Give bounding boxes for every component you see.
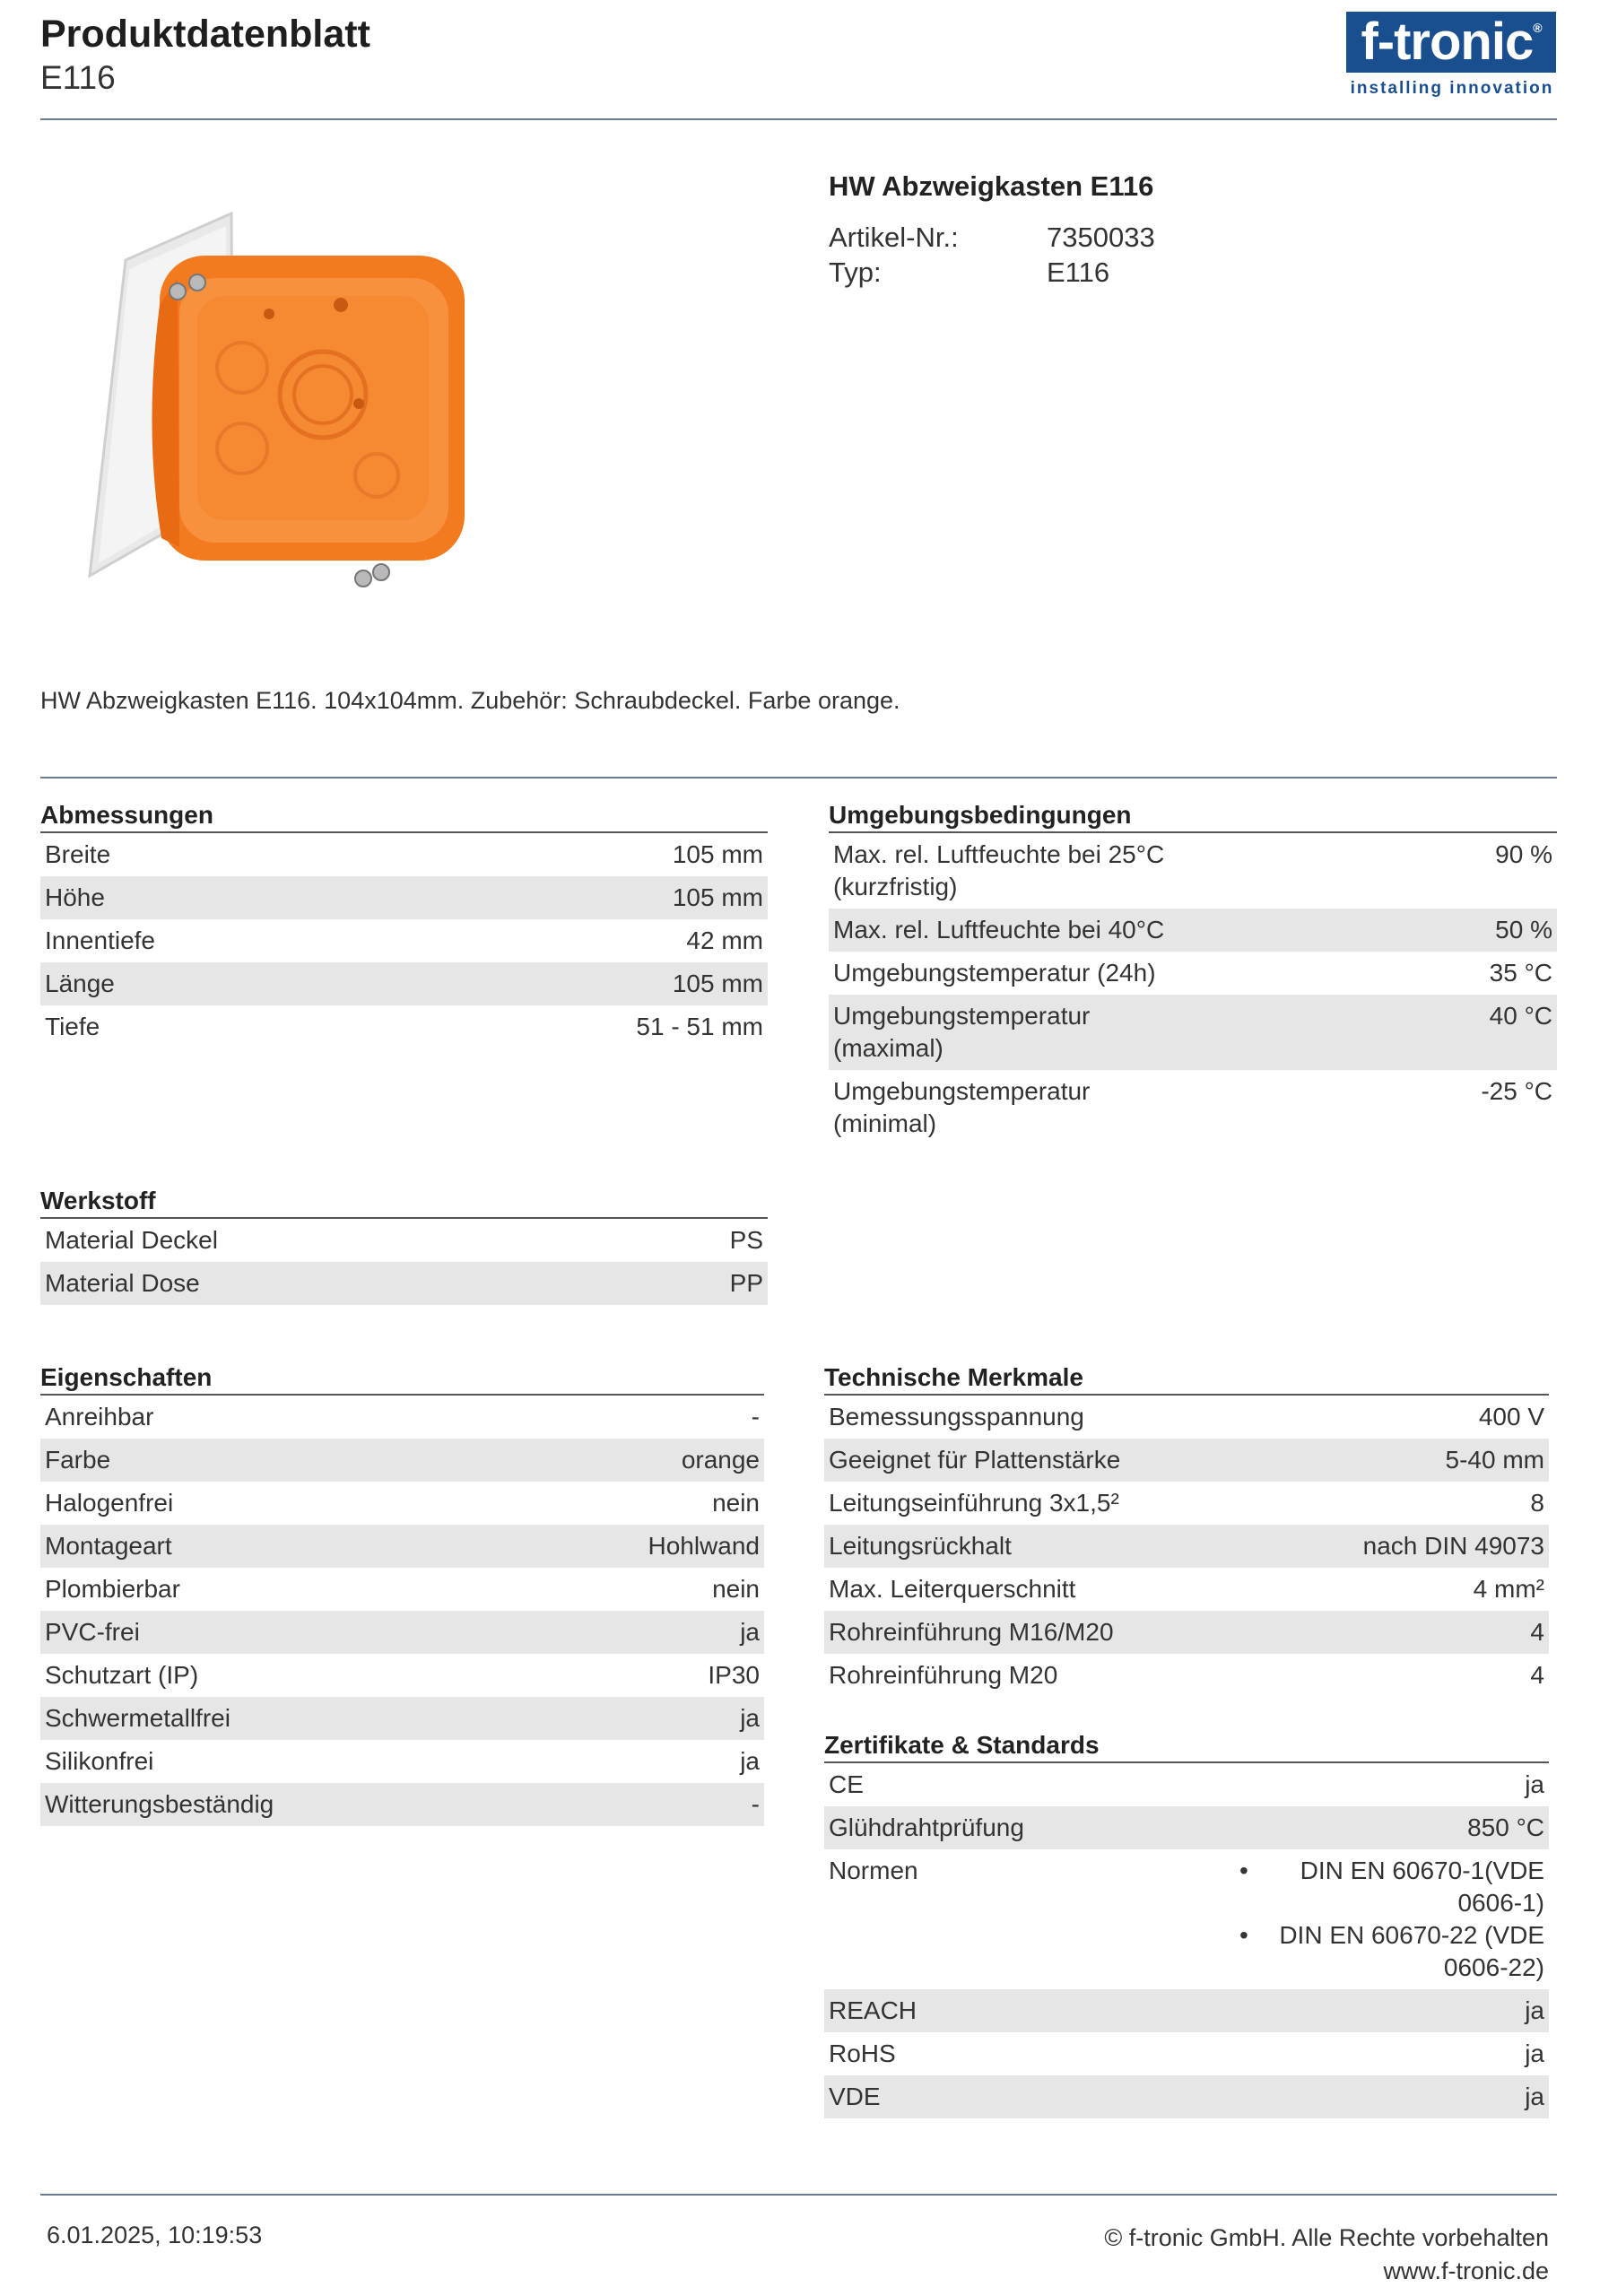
row-label: Montageart	[45, 1532, 172, 1560]
row-label: Schutzart (IP)	[45, 1661, 199, 1689]
row-value: -	[751, 1403, 760, 1431]
row-label: Witterungsbeständig	[45, 1790, 274, 1818]
footer-divider	[40, 2194, 1557, 2196]
normen-list	[1248, 1855, 1544, 1984]
row-label: Tiefe	[45, 1013, 100, 1040]
table-row	[40, 1783, 764, 1826]
section-title: Eigenschaften	[40, 1363, 764, 1396]
section-title: Technische Merkmale	[824, 1363, 1549, 1396]
table-row	[824, 2075, 1549, 2118]
row-label: Material Deckel	[45, 1226, 218, 1254]
row-label: Glühdrahtprüfung	[829, 1813, 1024, 1841]
row-label: Rohreinführung M16/M20	[829, 1618, 1114, 1646]
row-label: Halogenfrei	[45, 1489, 174, 1517]
table-row	[40, 1396, 764, 1439]
row-label: Material Dose	[45, 1269, 200, 1297]
table-row	[824, 1568, 1549, 1611]
table-row	[40, 1439, 764, 1482]
page-title: Produktdatenblatt	[40, 13, 370, 56]
row-value: Hohlwand	[648, 1532, 760, 1560]
row-value: -25 °C	[1481, 1077, 1552, 1105]
brand-logo	[1346, 12, 1556, 73]
row-value: 400 V	[1478, 1403, 1544, 1431]
row-label: Schwermetallfrei	[45, 1704, 230, 1732]
row-label: Geeignet für Plattenstärke	[829, 1446, 1121, 1474]
section-werkstoff	[40, 1187, 768, 1305]
row-value: ja	[1525, 2039, 1544, 2067]
row-label: RoHS	[829, 2039, 896, 2067]
article-number-value: 7350033	[1047, 222, 1155, 253]
row-label: CE	[829, 1770, 864, 1798]
row-value: 850 °C	[1467, 1813, 1544, 1841]
table-row	[40, 1740, 764, 1783]
section-abmessungen	[40, 801, 768, 1048]
table-row	[40, 1654, 764, 1697]
row-label: Anreihbar	[45, 1403, 154, 1431]
row-value: -	[751, 1790, 760, 1818]
row-label: Innentiefe	[45, 926, 155, 954]
section-technische-merkmale	[824, 1363, 1549, 1697]
row-label: Plombierbar	[45, 1575, 180, 1603]
table-row	[824, 1806, 1549, 1849]
row-value: 51 - 51 mm	[636, 1013, 763, 1040]
table-row	[829, 909, 1557, 952]
row-value: PP	[729, 1269, 763, 1297]
row-label: Länge	[45, 970, 115, 997]
table-row	[829, 952, 1557, 995]
row-value: 105 mm	[672, 970, 763, 997]
row-value: ja	[1525, 1770, 1544, 1798]
row-value: ja	[1525, 1996, 1544, 2024]
table-row	[40, 1262, 768, 1305]
row-value: 5-40 mm	[1445, 1446, 1544, 1474]
description-divider	[40, 777, 1557, 778]
table-row	[40, 1611, 764, 1654]
table-row	[40, 1005, 768, 1048]
row-value: nach DIN 49073	[1362, 1532, 1544, 1560]
row-label: Silikonfrei	[45, 1747, 154, 1775]
table-row	[40, 919, 768, 962]
row-label: Leitungseinführung 3x1,5²	[829, 1489, 1119, 1517]
row-value: orange	[681, 1446, 760, 1474]
table-row	[824, 1396, 1549, 1439]
type-label: Typ:	[829, 257, 882, 288]
row-value: 42 mm	[686, 926, 763, 954]
product-image	[72, 206, 484, 610]
row-value: 4	[1530, 1661, 1544, 1689]
footer-timestamp: 6.01.2025, 10:19:53	[47, 2222, 263, 2248]
type-value: E116	[1047, 257, 1110, 288]
section-eigenschaften	[40, 1363, 764, 1826]
logo-registered-mark: ®	[1533, 21, 1542, 35]
table-row	[829, 833, 1557, 909]
row-value: 90 %	[1495, 840, 1552, 868]
row-label: Umgebungstemperatur (24h)	[833, 959, 1156, 987]
row-value: IP30	[708, 1661, 760, 1689]
table-row	[40, 1525, 764, 1568]
row-value: ja	[740, 1747, 760, 1775]
section-title: Abmessungen	[40, 801, 768, 833]
article-number-label: Artikel-Nr.:	[829, 222, 959, 253]
row-label: REACH	[829, 1996, 917, 2024]
row-label: Max. rel. Luftfeuchte bei 40°C	[833, 916, 1165, 944]
table-row	[824, 1439, 1549, 1482]
footer-info	[1104, 2222, 1549, 2288]
section-zertifikate	[824, 1731, 1549, 2118]
row-label: Rohreinführung M20	[829, 1661, 1058, 1689]
table-row	[824, 1611, 1549, 1654]
row-value: PS	[729, 1226, 763, 1254]
table-row	[824, 2032, 1549, 2075]
section-title: Zertifikate & Standards	[824, 1731, 1549, 1763]
logo-tagline: installing innovation	[1350, 79, 1554, 98]
row-value: 40 °C	[1489, 1002, 1552, 1030]
row-value: nein	[712, 1489, 760, 1517]
row-label: Umgebungstemperatur (minimal)	[833, 1077, 1091, 1137]
row-value: nein	[712, 1575, 760, 1603]
row-label: Max. rel. Luftfeuchte bei 25°C (kurzfristig)	[833, 840, 1165, 900]
table-row	[40, 1482, 764, 1525]
row-value: 105 mm	[672, 840, 763, 868]
row-value: ja	[740, 1618, 760, 1646]
footer-website-link[interactable]: www.f-tronic.de	[1383, 2257, 1549, 2284]
section-title: Umgebungsbedingungen	[829, 801, 1557, 833]
table-row	[824, 1482, 1549, 1525]
row-value: ja	[1525, 2083, 1544, 2110]
table-row	[824, 1525, 1549, 1568]
table-row	[40, 962, 768, 1005]
page-subtitle: E116	[40, 59, 116, 96]
table-row	[824, 1654, 1549, 1697]
junction-box-illustration	[72, 206, 484, 610]
table-row	[829, 995, 1557, 1070]
row-label: Breite	[45, 840, 111, 868]
row-label: Farbe	[45, 1446, 111, 1474]
table-row	[824, 1849, 1549, 1989]
row-label: Max. Leiterquerschnitt	[829, 1575, 1076, 1603]
row-label: Normen	[829, 1857, 918, 1884]
header-divider	[40, 118, 1557, 120]
table-row	[40, 1568, 764, 1611]
row-label: VDE	[829, 2083, 881, 2110]
footer-copyright: © f-tronic GmbH. Alle Rechte vorbehalten	[1104, 2224, 1549, 2251]
list-item: • DIN EN 60670-1(VDE 0606-1)	[1248, 1855, 1544, 1919]
row-label: Höhe	[45, 883, 105, 911]
row-value: 35 °C	[1489, 959, 1552, 987]
row-value: 105 mm	[672, 883, 763, 911]
table-row	[40, 1219, 768, 1262]
table-row	[829, 1070, 1557, 1145]
row-value: 50 %	[1495, 916, 1552, 944]
row-label: Bemessungsspannung	[829, 1403, 1084, 1431]
list-item: • DIN EN 60670-22 (VDE 0606-22)	[1248, 1919, 1544, 1984]
product-name: HW Abzweigkasten E116	[829, 170, 1154, 202]
row-label: Umgebungstemperatur (maximal)	[833, 1002, 1091, 1062]
row-label: PVC-frei	[45, 1618, 140, 1646]
logo-text: f-tronic	[1361, 13, 1534, 71]
table-row	[824, 1763, 1549, 1806]
section-title: Werkstoff	[40, 1187, 768, 1219]
row-value: 4 mm²	[1473, 1575, 1544, 1603]
table-row	[40, 833, 768, 876]
table-row	[40, 1697, 764, 1740]
section-umgebungsbedingungen	[829, 801, 1557, 1145]
row-value: ja	[740, 1704, 760, 1732]
row-value: 4	[1530, 1618, 1544, 1646]
row-value: 8	[1530, 1489, 1544, 1517]
table-row	[40, 876, 768, 919]
product-description: HW Abzweigkasten E116. 104x104mm. Zubehör: Schraubdeckel. Farbe orange.	[40, 687, 900, 714]
table-row	[824, 1989, 1549, 2032]
row-label: Leitungsrückhalt	[829, 1532, 1012, 1560]
